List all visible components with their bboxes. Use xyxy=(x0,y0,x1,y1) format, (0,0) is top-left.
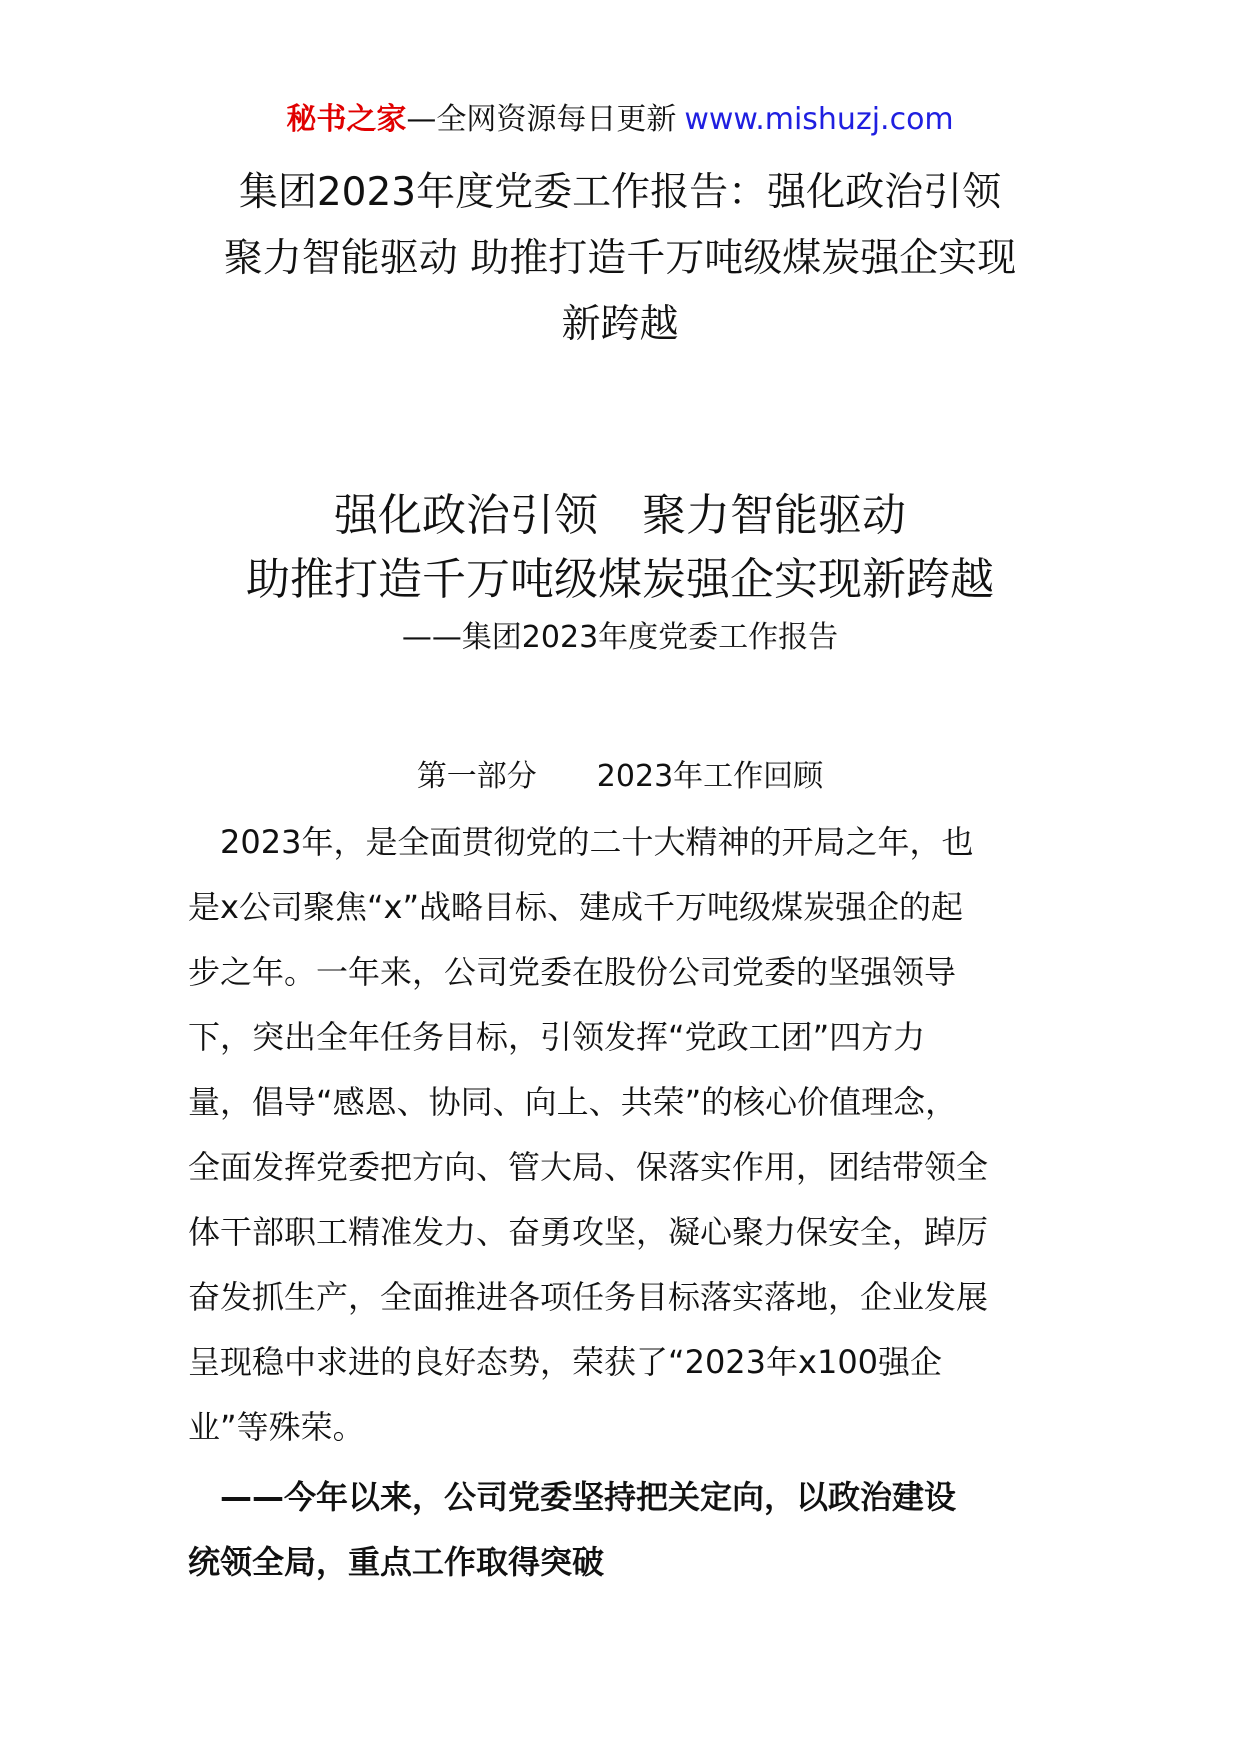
paragraph-line: 体干部职工精准发力、奋勇攻坚，凝心聚力保安全，踔厉 xyxy=(188,1213,989,1251)
paragraph-line: 2023年，是全面贯彻党的二十大精神的开局之年，也 xyxy=(188,823,974,861)
brand-name: 秘书之家 xyxy=(286,102,407,137)
body-paragraph xyxy=(188,810,1052,1460)
report-title-line-2: 助推打造千万吨级煤炭强企实现新跨越 xyxy=(246,554,994,605)
document-title xyxy=(160,160,1080,358)
site-header xyxy=(0,100,1240,140)
header-tagline: —全网资源每日更新 xyxy=(406,102,677,137)
document-title-line: 新跨越 xyxy=(561,302,679,347)
paragraph-line: 业”等殊荣。 xyxy=(188,1408,365,1446)
site-url-link[interactable]: www.mishuzj.com xyxy=(684,102,954,137)
bold-subheading-line: 统领全局，重点工作取得突破 xyxy=(188,1543,605,1581)
paragraph-line: 全面发挥党委把方向、管大局、保落实作用，团结带领全 xyxy=(188,1148,989,1186)
report-title xyxy=(160,484,1080,660)
paragraph-line: 奋发抓生产，全面推进各项任务目标落实落地，企业发展 xyxy=(188,1278,989,1316)
bold-subheading-line: ——今年以来，公司党委坚持把关定向，以政治建设 xyxy=(188,1478,957,1516)
bold-subheading xyxy=(188,1465,1052,1595)
document-title-line: 聚力智能驱动 助推打造千万吨级煤炭强企实现 xyxy=(223,236,1017,281)
paragraph-line: 步之年。一年来，公司党委在股份公司党委的坚强领导 xyxy=(188,953,957,991)
document-title-line: 集团2023年度党委工作报告：强化政治引领 xyxy=(238,170,1002,215)
section-heading: 第一部分 2023年工作回顾 xyxy=(416,759,824,794)
report-subtitle: ——集团2023年度党委工作报告 xyxy=(401,620,839,655)
report-title-line-1: 强化政治引领 聚力智能驱动 xyxy=(334,490,906,541)
paragraph-line: 量，倡导“感恩、协同、向上、共荣”的核心价值理念， xyxy=(188,1083,958,1121)
paragraph-line: 呈现稳中求进的良好态势，荣获了“2023年x100强企 xyxy=(188,1343,943,1381)
paragraph-line: 下，突出全年任务目标，引领发挥“党政工团”四方力 xyxy=(188,1018,926,1056)
paragraph-line: 是x公司聚焦“x”战略目标、建成千万吨级煤炭强企的起 xyxy=(188,888,964,926)
